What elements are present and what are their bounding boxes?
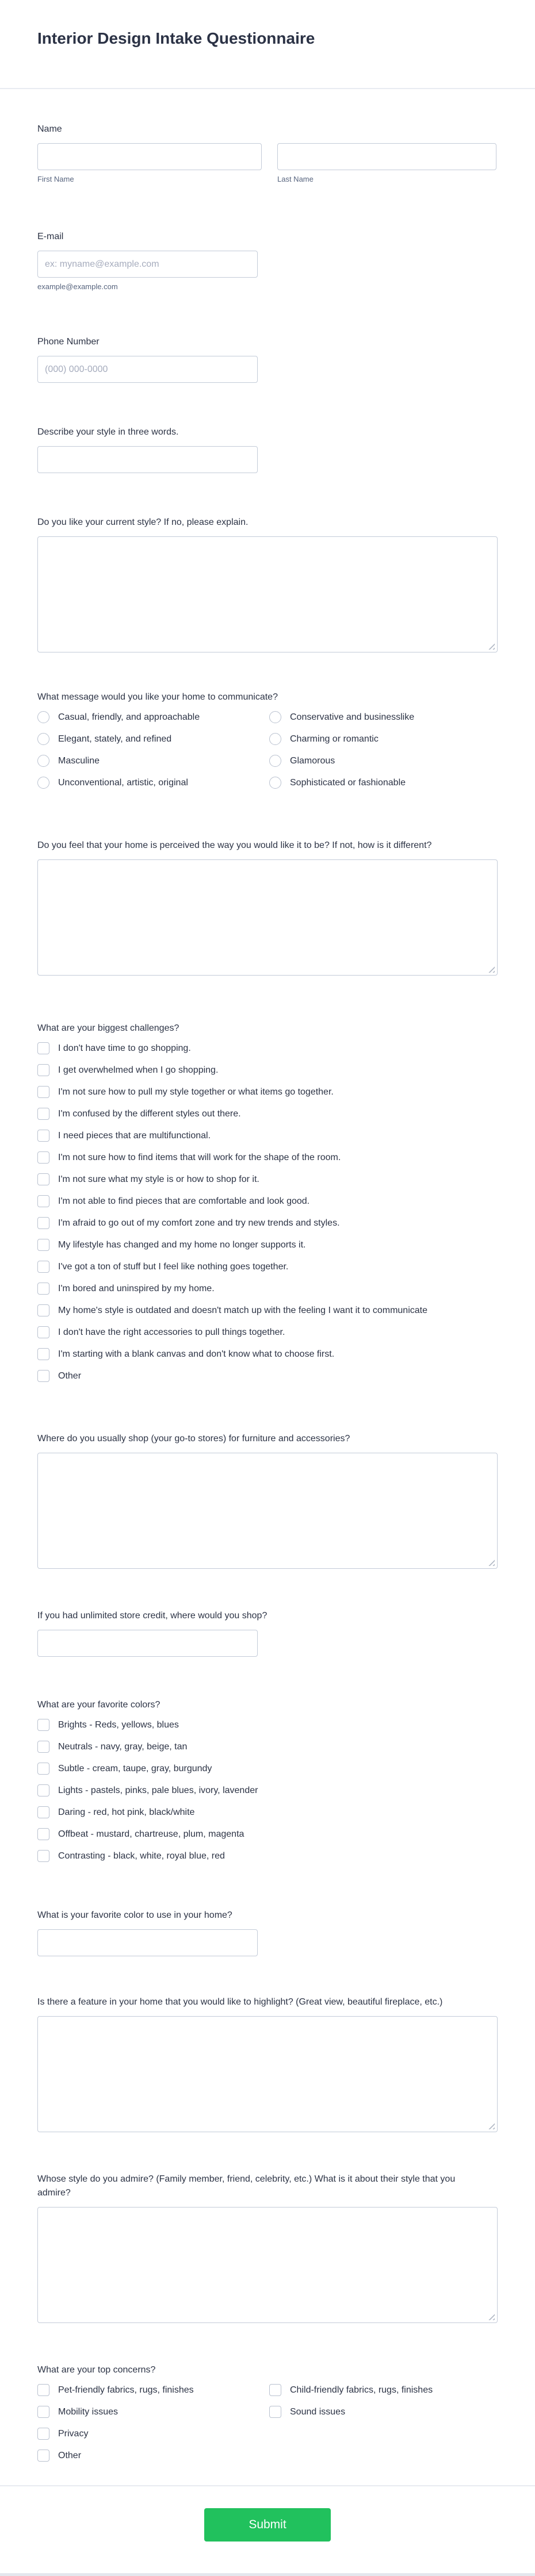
checkbox-option[interactable] [37, 2428, 269, 2440]
checkbox-option-label: Brights - Reds, yellows, blues [58, 1720, 179, 1730]
checkbox-option-label: I need pieces that are multifunctional. [58, 1131, 211, 1141]
radio-option-label: Glamorous [290, 756, 335, 766]
credit-input[interactable] [37, 1630, 258, 1657]
checkbox-option-label: I've got a ton of stuff but I feel like nothing goes together. [58, 1262, 289, 1272]
checkbox-option[interactable] [37, 1741, 498, 1753]
checkbox-option[interactable] [37, 1283, 498, 1295]
field-admire [37, 2172, 498, 2323]
checkbox-option[interactable] [37, 1064, 498, 1077]
concerns-question: What are your top concerns? [37, 2365, 156, 2375]
perceived-question: Do you feel that your home is perceived the way you would like it to be? If not, how is it different? [37, 840, 432, 850]
checkbox-option-label: Child-friendly fabrics, rugs, finishes [290, 2385, 433, 2395]
radio-option-label: Elegant, stately, and refined [58, 734, 172, 744]
colors-question: What are your favorite colors? [37, 1700, 160, 1710]
checkbox-icon [37, 1239, 49, 1251]
checkbox-option-label: I don't have the right accessories to pull things together. [58, 1327, 285, 1337]
checkbox-icon [37, 1042, 49, 1054]
checkbox-icon [37, 1828, 49, 1840]
checkbox-option-label: Privacy [58, 2429, 89, 2439]
message-question: What message would you like your home to communicate? [37, 692, 278, 702]
checkbox-option[interactable] [37, 1086, 498, 1099]
checkbox-option-label: I'm starting with a blank canvas and don't know what to choose first. [58, 1349, 335, 1359]
checkbox-option[interactable] [37, 1217, 498, 1230]
radio-option[interactable] [269, 733, 498, 746]
checkbox-option-label: Contrasting - black, white, royal blue, red [58, 1851, 225, 1861]
checkbox-icon [37, 1326, 49, 1338]
first-name-col [37, 143, 262, 184]
message-column-right [269, 711, 498, 789]
field-challenges [37, 1022, 498, 1383]
first-name-sublabel: First Name [37, 175, 74, 183]
radio-option[interactable] [269, 755, 498, 767]
checkbox-icon [37, 1130, 49, 1142]
checkbox-option-label: Daring - red, hot pink, black/white [58, 1807, 195, 1817]
checkbox-option[interactable] [37, 1719, 498, 1732]
radio-icon [269, 755, 281, 767]
perceived-textarea[interactable] [37, 859, 498, 976]
checkbox-option[interactable] [37, 1326, 498, 1339]
radio-icon [37, 755, 49, 767]
checkbox-option[interactable] [37, 2450, 269, 2462]
checkbox-option[interactable] [37, 1108, 498, 1120]
concerns-column-left [37, 2384, 269, 2462]
checkbox-option[interactable] [37, 1304, 498, 1317]
credit-question: If you had unlimited store credit, where would you shop? [37, 1611, 268, 1621]
checkbox-option[interactable] [37, 1348, 498, 1361]
radio-icon [37, 777, 49, 789]
page-bottom-edge [0, 2573, 535, 2576]
field-credit [37, 1609, 498, 1657]
field-perceived [37, 839, 498, 976]
field-style-words [37, 425, 498, 473]
radio-option[interactable] [37, 733, 269, 746]
checkbox-icon [37, 1719, 49, 1731]
checkbox-option[interactable] [269, 2406, 498, 2418]
checkbox-icon [37, 1151, 49, 1164]
radio-option-label: Charming or romantic [290, 734, 379, 744]
radio-option-label: Conservative and businesslike [290, 712, 415, 722]
checkbox-option-label: I'm not sure how to find items that will work for the shape of the room. [58, 1153, 341, 1162]
radio-icon [269, 711, 281, 723]
checkbox-option-label: I'm not sure what my style is or how to shop for it. [58, 1174, 259, 1184]
checkbox-icon [37, 1784, 49, 1796]
checkbox-option-label: My home's style is outdated and doesn't match up with the feeling I want it to communicate [58, 1306, 427, 1315]
field-shop [37, 1432, 498, 1569]
submit-button[interactable]: Submit [204, 2508, 331, 2542]
admire-textarea[interactable] [37, 2207, 498, 2323]
radio-icon [269, 777, 281, 789]
checkbox-option-label: Subtle - cream, taupe, gray, burgundy [58, 1764, 212, 1773]
checkbox-icon [37, 1304, 49, 1316]
field-email [37, 230, 498, 291]
checkbox-option[interactable] [37, 1763, 498, 1775]
radio-option[interactable] [269, 777, 498, 789]
checkbox-option[interactable] [37, 1806, 498, 1819]
checkbox-option-label: I'm confused by the different styles out there. [58, 1109, 241, 1119]
checkbox-option[interactable] [37, 1370, 498, 1383]
checkbox-icon [269, 2406, 281, 2418]
name-question: Name [37, 124, 62, 134]
current-style-question: Do you like your current style? If no, please explain. [37, 517, 249, 527]
last-name-col [277, 143, 496, 184]
checkbox-icon [37, 1370, 49, 1382]
checkbox-icon [37, 1850, 49, 1862]
checkbox-icon [37, 2428, 49, 2440]
checkbox-option[interactable] [37, 1042, 498, 1055]
form-body [0, 122, 535, 2462]
checkbox-option-label: Sound issues [290, 2407, 346, 2417]
checkbox-option[interactable] [37, 1173, 498, 1186]
field-phone [37, 335, 498, 383]
admire-question: Whose style do you admire? (Family member, friend, celebrity, etc.) What is it about their style that you admire? [37, 2174, 456, 2198]
checkbox-icon [37, 1763, 49, 1775]
checkbox-icon [37, 1283, 49, 1295]
checkbox-option-label: I don't have time to go shopping. [58, 1043, 191, 1053]
radio-icon [37, 733, 49, 745]
radio-option[interactable] [37, 755, 269, 767]
checkbox-option-label: I'm not able to find pieces that are comfortable and look good. [58, 1196, 310, 1206]
checkbox-icon [37, 2406, 49, 2418]
favorite-color-input[interactable] [37, 1929, 258, 1956]
radio-icon [37, 711, 49, 723]
checkbox-option[interactable] [37, 2384, 269, 2397]
phone-input[interactable] [37, 356, 258, 383]
form-header [0, 0, 535, 89]
checkbox-option[interactable] [37, 1784, 498, 1797]
last-name-input[interactable] [277, 143, 496, 170]
checkbox-icon [37, 2450, 49, 2462]
checkbox-option[interactable] [37, 1239, 498, 1251]
form-footer [0, 2485, 535, 2542]
phone-question: Phone Number [37, 337, 100, 347]
field-name [37, 122, 498, 184]
checkbox-icon [37, 1173, 49, 1185]
checkbox-option-label: I'm bored and uninspired by my home. [58, 1284, 215, 1293]
checkbox-option[interactable] [37, 2406, 269, 2418]
first-name-input[interactable] [37, 143, 262, 170]
radio-option[interactable] [37, 777, 269, 789]
radio-option[interactable] [37, 711, 269, 724]
feature-question: Is there a feature in your home that you would like to highlight? (Great view, beautiful fireplace, etc.) [37, 1997, 443, 2007]
feature-textarea[interactable] [37, 2016, 498, 2132]
checkbox-option-label: Offbeat - mustard, chartreuse, plum, magenta [58, 1829, 244, 1839]
checkbox-icon [37, 1064, 49, 1076]
field-concerns [37, 2363, 498, 2462]
checkbox-option[interactable] [37, 1261, 498, 1273]
radio-option-label: Sophisticated or fashionable [290, 778, 406, 788]
checkbox-icon [37, 1348, 49, 1360]
checkbox-icon [37, 1086, 49, 1098]
checkbox-option-label: Pet-friendly fabrics, rugs, finishes [58, 2385, 194, 2395]
challenges-question: What are your biggest challenges? [37, 1023, 179, 1033]
checkbox-option-label: Other [58, 2451, 82, 2460]
checkbox-option-label: I'm not sure how to pull my style together or what items go together. [58, 1087, 334, 1097]
field-feature [37, 1995, 498, 2132]
checkbox-option-label: Lights - pastels, pinks, pale blues, ivory, lavender [58, 1786, 258, 1795]
checkbox-icon [37, 1806, 49, 1818]
field-message [37, 690, 498, 789]
checkbox-icon [269, 2384, 281, 2396]
style-words-question: Describe your style in three words. [37, 427, 179, 437]
current-style-textarea[interactable] [37, 536, 498, 652]
concerns-column-right [269, 2384, 498, 2462]
checkbox-option-label: I'm afraid to go out of my comfort zone and try new trends and styles. [58, 1218, 340, 1228]
checkbox-option-label: Neutrals - navy, gray, beige, tan [58, 1742, 188, 1752]
checkbox-option[interactable] [37, 1850, 498, 1863]
checkbox-icon [37, 1195, 49, 1207]
field-favorite-color [37, 1909, 498, 1956]
shop-textarea[interactable] [37, 1453, 498, 1569]
radio-option-label: Casual, friendly, and approachable [58, 712, 200, 722]
email-question: E-mail [37, 232, 64, 241]
checkbox-option-label: Mobility issues [58, 2407, 119, 2417]
radio-option-label: Masculine [58, 756, 100, 766]
checkbox-icon [37, 2384, 49, 2396]
page-title: Interior Design Intake Questionnaire [37, 29, 315, 47]
checkbox-option[interactable] [37, 1195, 498, 1208]
style-words-input[interactable] [37, 446, 258, 473]
email-sublabel: example@example.com [37, 282, 118, 291]
checkbox-option-label: Other [58, 1371, 82, 1381]
checkbox-option-label: My lifestyle has changed and my home no longer supports it. [58, 1240, 306, 1250]
checkbox-icon [37, 1741, 49, 1753]
message-column-left [37, 711, 269, 789]
radio-icon [269, 733, 281, 745]
field-colors [37, 1698, 498, 1863]
favorite-color-question: What is your favorite color to use in your home? [37, 1910, 232, 1920]
checkbox-icon [37, 1261, 49, 1273]
checkbox-option[interactable] [37, 1828, 498, 1841]
last-name-sublabel: Last Name [277, 175, 314, 183]
checkbox-option[interactable] [37, 1151, 498, 1164]
checkbox-option[interactable] [269, 2384, 498, 2397]
checkbox-option-label: I get overwhelmed when I go shopping. [58, 1065, 219, 1075]
shop-question: Where do you usually shop (your go-to stores) for furniture and accessories? [37, 1434, 350, 1444]
radio-option-label: Unconventional, artistic, original [58, 778, 188, 788]
radio-option[interactable] [269, 711, 498, 724]
checkbox-icon [37, 1217, 49, 1229]
email-input[interactable] [37, 251, 258, 278]
field-current-style [37, 516, 498, 652]
checkbox-icon [37, 1108, 49, 1120]
checkbox-option[interactable] [37, 1130, 498, 1142]
